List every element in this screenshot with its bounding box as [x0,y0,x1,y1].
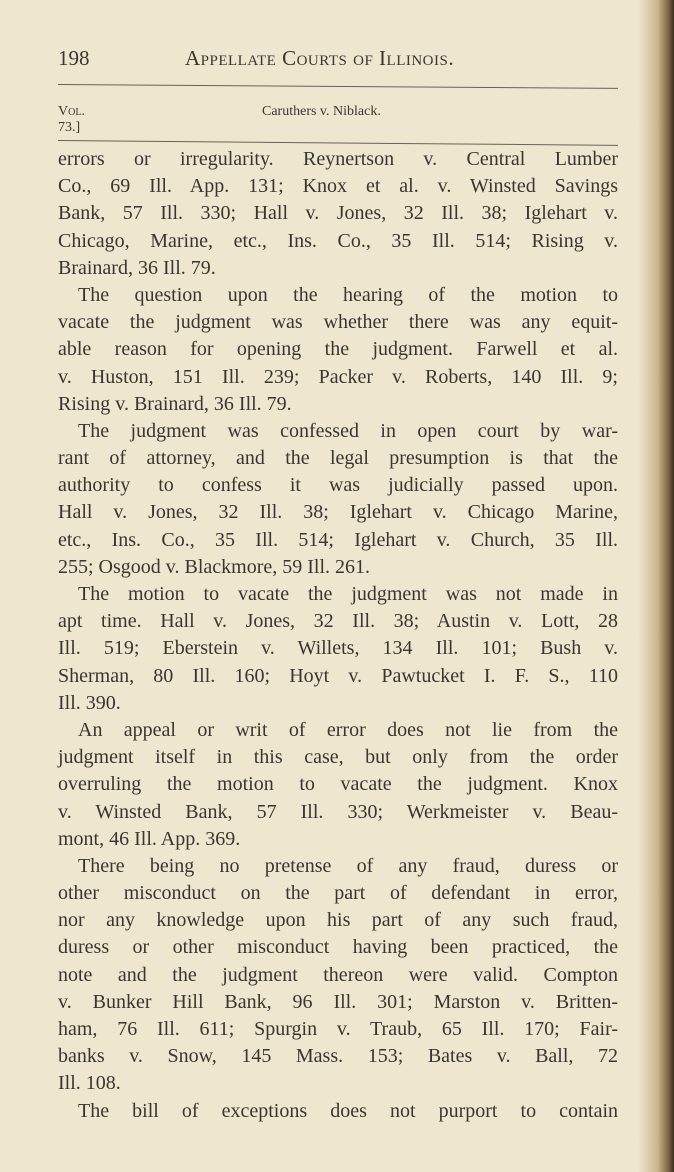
volume-label: Vol. 73.] [58,104,85,135]
paragraph [58,717,618,853]
paragraph [58,146,618,282]
running-title: Appellate Courts of Illinois. [185,46,455,70]
paragraph [58,581,618,717]
text-line: banks v. Snow, 145 Mass. 153; Bates v. Ball, 72 [58,1045,618,1068]
text-line: The motion to vacate the judgment was not made in [78,583,618,605]
text-line: v. Huston, 151 Ill. 239; Packer v. Roberts, 140 Ill. 9; [58,365,618,388]
text-line: authority to confess it was judicially passed upon. [58,474,618,497]
text-line: 255; Osgood v. Blackmore, 59 Ill. 261. [58,555,371,578]
text-line: overruling the motion to vacate the judgment. Knox [58,773,618,796]
text-line: vacate the judgment was whether there was any equit- [58,311,618,334]
text-line: Hall v. Jones, 32 Ill. 38; Iglehart v. Chicago Marine, [58,501,618,524]
text-line: rant of attorney, and the legal presumption is that the [58,447,618,470]
text-line: Ill. 519; Eberstein v. Willets, 134 Ill. 101; Bush v. [58,637,618,660]
text-line: Rising v. Brainard, 36 Ill. 79. [58,392,292,415]
subheader-rule [58,140,618,146]
paragraph [58,282,618,418]
page-number: 198 [58,46,90,70]
text-line: The bill of exceptions does not purport to contain [78,1099,618,1122]
text-line: v. Winsted Bank, 57 Ill. 330; Werkmeister v. Beau- [58,800,618,823]
text-line: Ill. 108. [58,1072,121,1095]
text-line: mont, 46 Ill. App. 369. [58,827,241,850]
text-line: other misconduct on the part of defendant in error, [58,882,618,905]
text-line: Chicago, Marine, etc., Ins. Co., 35 Ill. 514; Rising v. [58,229,618,252]
body-text [58,146,618,1125]
text-line: duress or other misconduct having been practiced, the [58,936,618,959]
text-line: v. Bunker Hill Bank, 96 Ill. 301; Marston v. Britten- [58,990,618,1013]
text-line: etc., Ins. Co., 35 Ill. 514; Iglehart v. Church, 35 Ill. [58,528,618,551]
page-edge-shadow [638,0,674,1172]
text-line: There being no pretense of any fraud, duress or [78,854,618,877]
header-rule [58,84,618,89]
text-line: The judgment was confessed in open court by war- [78,419,618,442]
text-line: nor any knowledge upon his part of any such fraud, [58,909,618,932]
text-line: note and the judgment thereon were valid. Compton [58,963,618,986]
text-line: ham, 76 Ill. 611; Spurgin v. Traub, 65 Ill. 170; Fair- [58,1018,618,1040]
text-line: able reason for opening the judgment. Farwell et al. [58,338,618,361]
text-line: Sherman, 80 Ill. 160; Hoyt v. Pawtucket I. F. S., 110 [58,664,618,687]
paragraph [58,1098,618,1125]
case-title: Caruthers v. Niblack. [262,104,381,119]
text-line: Bank, 57 Ill. 330; Hall v. Jones, 32 Ill. 38; Iglehart v. [58,202,618,225]
paragraph [58,418,618,581]
text-line: Co., 69 Ill. App. 131; Knox et al. v. Winsted Savings [58,175,618,198]
text-line: Brainard, 36 Ill. 79. [58,256,216,279]
text-line: An appeal or writ of error does not lie from the [78,718,618,741]
text-line: judgment itself in this case, but only from the order [58,746,618,769]
text-line: apt time. Hall v. Jones, 32 Ill. 38; Austin v. Lott, 28 [58,610,618,633]
text-line: The question upon the hearing of the motion to [78,283,618,306]
paragraph [58,853,618,1098]
text-line: Ill. 390. [58,691,121,714]
text-line: errors or irregularity. Reynertson v. Central Lumber [58,148,618,170]
